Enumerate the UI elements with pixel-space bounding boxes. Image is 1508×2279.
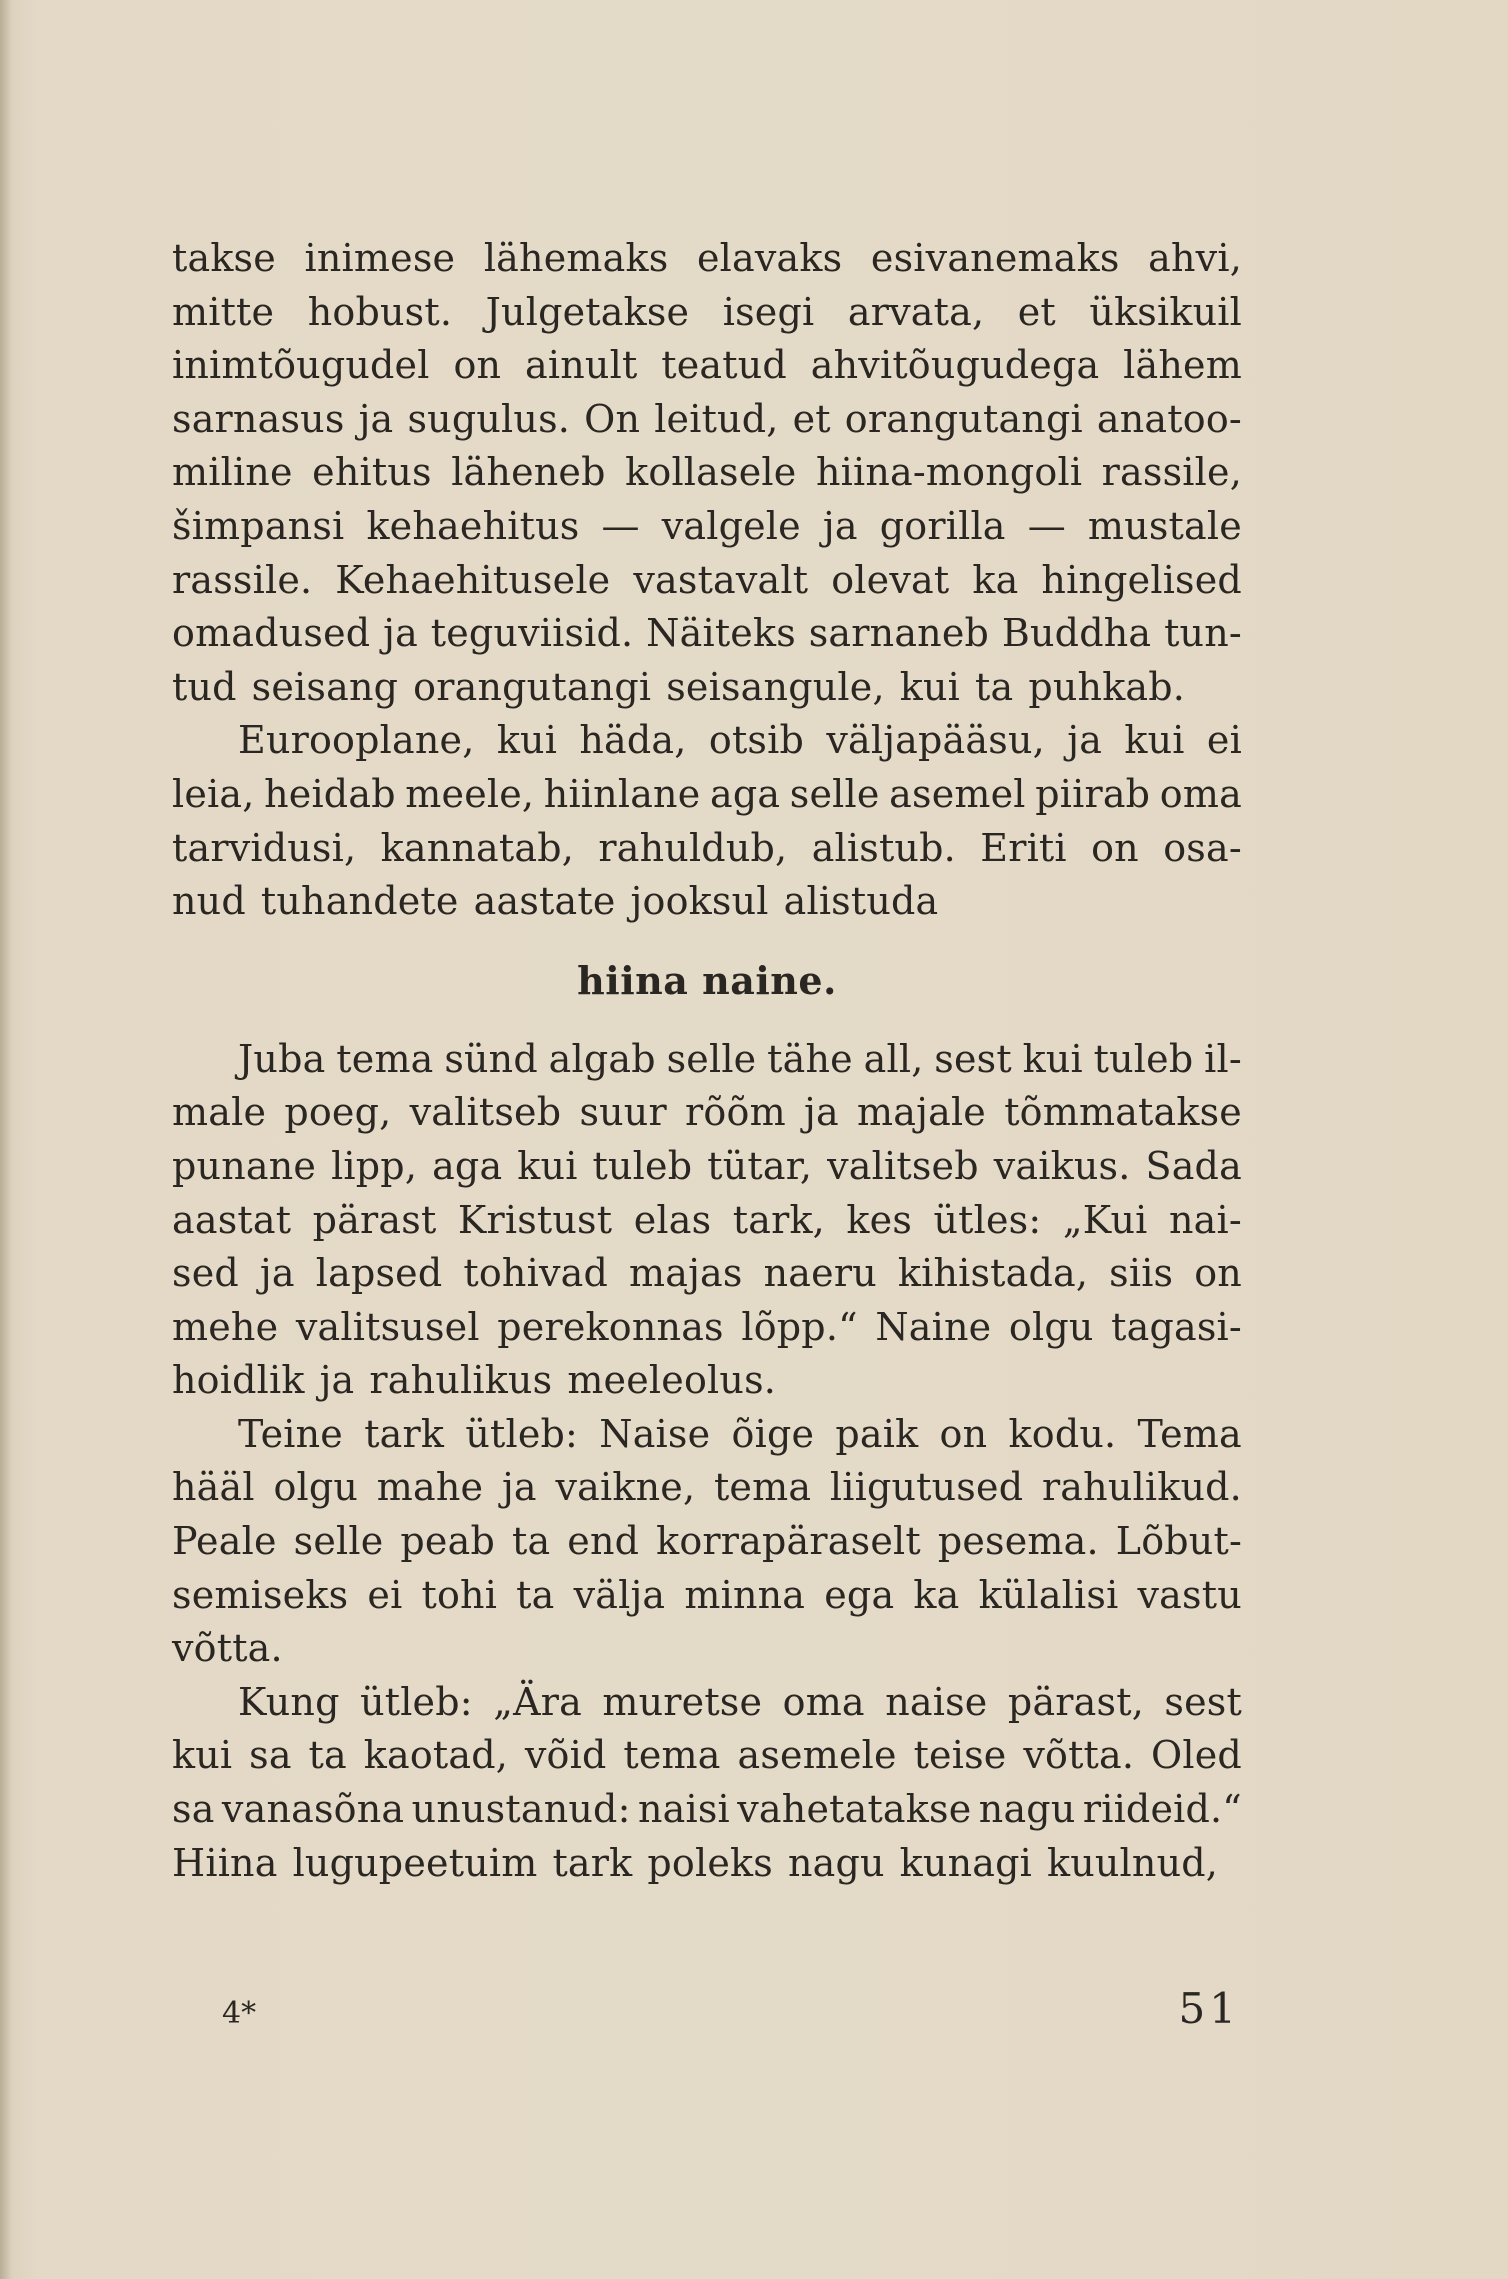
word: alistuda — [783, 879, 939, 924]
word: tark, — [732, 1197, 825, 1242]
word: valitseb — [409, 1090, 562, 1135]
word: rahulikud. — [1041, 1465, 1242, 1510]
word: majas — [628, 1251, 743, 1296]
word: nagu — [978, 1787, 1076, 1832]
word: esivanemaks — [870, 236, 1120, 280]
paragraph — [172, 1033, 1242, 1408]
text-line — [172, 661, 1242, 715]
word: meele, — [405, 771, 535, 816]
word: üksikuil — [1089, 289, 1242, 334]
text-line — [172, 1408, 1242, 1462]
word: heidab — [264, 771, 396, 816]
text-line — [172, 1247, 1242, 1301]
word: ahvi, — [1148, 236, 1242, 280]
word: tuhandete — [260, 879, 459, 924]
word: vastu — [1137, 1572, 1242, 1617]
word: rassile. — [172, 557, 313, 602]
word: tarvidusi, — [172, 825, 357, 870]
word: tud — [172, 664, 237, 709]
word: ahvitõugudega — [810, 343, 1100, 388]
word: tohi — [421, 1572, 498, 1617]
word: Naine — [875, 1304, 992, 1349]
word: vaikus. — [993, 1143, 1131, 1188]
word: ta — [975, 664, 1014, 709]
word: tagasi- — [1111, 1304, 1242, 1349]
word: ja — [501, 1465, 537, 1510]
word: kui — [172, 1733, 233, 1778]
word: nai- — [1168, 1197, 1242, 1242]
word: sa — [249, 1733, 292, 1778]
word: Peale — [172, 1519, 277, 1564]
word: ainult — [525, 343, 638, 388]
word: puhkab. — [1028, 664, 1186, 709]
word: rahuldub, — [598, 825, 788, 870]
word: „Kui — [1062, 1197, 1148, 1242]
text-line — [172, 1301, 1242, 1355]
word: arvata, — [847, 289, 985, 334]
text-line — [172, 1461, 1242, 1515]
text-line — [172, 768, 1242, 822]
word: il- — [1204, 1036, 1242, 1081]
word: sed — [172, 1251, 239, 1296]
word: oma — [782, 1679, 865, 1724]
word: kihistada, — [897, 1251, 1089, 1296]
word: hoidlik — [172, 1358, 305, 1403]
word: On — [584, 396, 641, 441]
word: all, — [863, 1036, 924, 1081]
word: välja — [573, 1572, 666, 1617]
word: külalisi — [978, 1572, 1119, 1617]
word: punane — [172, 1143, 317, 1188]
text-line — [172, 1194, 1242, 1248]
word: sest — [1164, 1679, 1242, 1724]
word: kannatab, — [380, 825, 575, 870]
word: paik — [835, 1411, 919, 1456]
word: naise — [885, 1679, 988, 1724]
word: sünd — [444, 1036, 538, 1081]
word: vahetatakse — [737, 1787, 972, 1832]
text-line — [172, 875, 1242, 929]
word: teatud — [661, 343, 787, 388]
word: selle — [666, 1036, 757, 1081]
text-line — [172, 446, 1242, 500]
word: lõpp.“ — [741, 1304, 858, 1349]
word: omadused — [172, 611, 371, 656]
word: oma — [1159, 771, 1242, 816]
word: kui — [517, 1143, 578, 1188]
word: häda, — [579, 718, 687, 763]
word: tun- — [1164, 611, 1242, 656]
word: olgu — [273, 1465, 359, 1510]
word: gorilla — [879, 503, 1006, 548]
text-line — [172, 1622, 1242, 1676]
word: tütar, — [707, 1143, 813, 1188]
word: hingelised — [1041, 557, 1242, 602]
word: hiina-mongoli — [815, 450, 1083, 495]
word: meeleolus. — [567, 1358, 777, 1403]
word: ka — [972, 557, 1019, 602]
word: hiinlane — [543, 771, 701, 816]
word: algab — [548, 1036, 656, 1081]
word: orangutangi — [844, 396, 1083, 441]
word: unustanud: — [411, 1787, 631, 1832]
word: sarnasus — [172, 396, 345, 441]
word: tark — [364, 1411, 445, 1456]
text-line — [172, 1354, 1242, 1408]
word: tark — [552, 1840, 633, 1885]
word: seisangule, — [666, 664, 885, 709]
word: rassile, — [1101, 450, 1242, 495]
word: Teine — [238, 1411, 343, 1456]
word: Kristust — [457, 1197, 613, 1242]
word: ka — [913, 1572, 960, 1617]
text-line — [172, 1783, 1242, 1837]
word: Juba — [238, 1036, 326, 1081]
word: olevat — [831, 557, 950, 602]
word: valitseb — [827, 1143, 979, 1188]
word: võid — [524, 1733, 607, 1778]
paragraph — [172, 232, 1242, 714]
word: tema — [336, 1036, 434, 1081]
text-line — [172, 554, 1242, 608]
text-line — [172, 1569, 1242, 1623]
word: liigutused — [829, 1465, 1024, 1510]
word: sugulus. — [407, 396, 571, 441]
text-line — [172, 1837, 1242, 1891]
word: asemele — [737, 1733, 897, 1778]
word: male — [172, 1090, 267, 1135]
word: poleks — [647, 1840, 773, 1885]
word: kodu. — [1008, 1411, 1117, 1456]
word: sest — [934, 1036, 1012, 1081]
text-line — [172, 1033, 1242, 1087]
word: tähe — [767, 1036, 853, 1081]
word: võtta. — [172, 1626, 283, 1671]
word: poeg, — [284, 1090, 392, 1135]
word: majale — [857, 1090, 986, 1135]
word: ta — [511, 1519, 551, 1564]
word: semiseks — [172, 1572, 349, 1617]
word: ega — [824, 1572, 895, 1617]
word: on — [453, 343, 502, 388]
word: tuleb — [1093, 1036, 1194, 1081]
word: seisang — [251, 664, 399, 709]
paragraph — [172, 1676, 1242, 1890]
word: tõmmatakse — [1004, 1090, 1242, 1135]
body-text — [172, 232, 1242, 1890]
word: anatoo- — [1096, 396, 1242, 441]
text-line — [172, 822, 1242, 876]
word: ei — [1206, 718, 1242, 763]
word: valitsusel — [295, 1304, 480, 1349]
text-line — [172, 607, 1242, 661]
word: kunagi — [899, 1840, 1032, 1885]
word: ja — [319, 1358, 355, 1403]
word: ta — [516, 1572, 555, 1617]
word: riideid.“ — [1082, 1787, 1242, 1832]
word: pärast — [312, 1197, 437, 1242]
word: mustale — [1087, 503, 1242, 548]
word: leia, — [172, 771, 255, 816]
word: Kung — [238, 1679, 340, 1724]
word: sarnaneb — [808, 611, 990, 656]
word: tema — [713, 1465, 812, 1510]
word: selle — [293, 1519, 384, 1564]
word: hobust. — [307, 289, 453, 334]
word: nud — [172, 879, 246, 924]
word: et — [1017, 289, 1056, 334]
word: naisi — [637, 1787, 730, 1832]
word: valgele — [661, 503, 801, 548]
text-line — [172, 1140, 1242, 1194]
word: isegi — [722, 289, 815, 334]
word: teise — [913, 1733, 1007, 1778]
word: kui — [899, 664, 960, 709]
text-line — [172, 1729, 1242, 1783]
word: tohivad — [463, 1251, 608, 1296]
text-line — [172, 1515, 1242, 1569]
paragraph — [172, 714, 1242, 928]
word: kui — [1124, 718, 1185, 763]
word: õige — [731, 1411, 815, 1456]
text-line — [172, 1086, 1242, 1140]
word: vanasõna — [221, 1787, 405, 1832]
page-gutter-edge — [0, 0, 10, 2279]
word: hääl — [172, 1465, 255, 1510]
word: lugupeetuim — [292, 1840, 538, 1885]
word: läheneb — [451, 450, 606, 495]
word: ütleb: — [360, 1679, 473, 1724]
page-footer — [222, 1984, 1240, 2033]
word: ütleb: — [465, 1411, 579, 1456]
word: ehitus — [312, 450, 432, 495]
word: osa- — [1163, 825, 1242, 870]
word: leitud, — [654, 396, 779, 441]
word: rõõm — [685, 1090, 786, 1135]
word: asemel — [889, 771, 1026, 816]
word: orangutangi — [413, 664, 652, 709]
word: on — [939, 1411, 988, 1456]
text-line — [172, 339, 1242, 393]
text-line — [172, 500, 1242, 554]
section-heading: hiina naine. — [577, 958, 837, 1004]
word: pärast, — [1007, 1679, 1144, 1724]
word: ja — [822, 503, 858, 548]
word: Lõbut- — [1115, 1519, 1242, 1564]
word: on — [1091, 825, 1139, 870]
word: ja — [383, 611, 418, 656]
word: kui — [1022, 1036, 1083, 1081]
word: elas — [633, 1197, 712, 1242]
word: alistub. — [811, 825, 956, 870]
word: piirab — [1035, 771, 1151, 816]
word: lipp, — [331, 1143, 418, 1188]
word: väljapääsu, — [826, 718, 1045, 763]
word: mehe — [172, 1304, 279, 1349]
word: pesema. — [937, 1519, 1099, 1564]
word: ja — [259, 1251, 295, 1296]
word: Näiteks — [646, 611, 796, 656]
word: — — [601, 503, 640, 548]
word: aga — [709, 771, 781, 816]
word: miline — [172, 450, 293, 495]
word: ja — [1067, 718, 1103, 763]
word: lähem — [1123, 343, 1242, 388]
word: jooksul — [630, 879, 769, 924]
word: ja — [358, 396, 394, 441]
word: ta — [308, 1733, 347, 1778]
word: mitte — [172, 289, 275, 334]
word: kehaehitus — [366, 503, 580, 548]
word: muretse — [602, 1679, 763, 1724]
word: kaotad, — [363, 1733, 509, 1778]
word: Sada — [1145, 1143, 1242, 1188]
paragraph — [172, 1408, 1242, 1676]
text-line — [172, 714, 1242, 768]
word: siis — [1109, 1251, 1174, 1296]
word: sa — [172, 1787, 215, 1832]
word: tuleb — [592, 1143, 693, 1188]
word: kuulnud, — [1046, 1840, 1219, 1885]
word: Eriti — [980, 825, 1067, 870]
word: perekonnas — [497, 1304, 724, 1349]
word: aga — [432, 1143, 503, 1188]
word: ei — [367, 1572, 403, 1617]
word: kes — [846, 1197, 913, 1242]
page-number: 51 — [1178, 1984, 1240, 2033]
word: vaikne, — [555, 1465, 696, 1510]
word: ja — [804, 1090, 839, 1135]
word: Oled — [1151, 1733, 1242, 1778]
text-line — [172, 1676, 1242, 1730]
word: selle — [789, 771, 880, 816]
word: end — [567, 1519, 640, 1564]
text-line — [172, 232, 1242, 286]
word: olgu — [1008, 1304, 1094, 1349]
word: minna — [684, 1572, 806, 1617]
word: kollasele — [625, 450, 797, 495]
printer-signature-mark: 4* — [222, 1996, 257, 2031]
word: on — [1194, 1251, 1242, 1296]
text-line — [172, 393, 1242, 447]
word: Julgetakse — [485, 289, 690, 334]
word: Hiina — [172, 1840, 278, 1885]
word: šimpansi — [172, 503, 345, 548]
word: rahulikus — [369, 1358, 553, 1403]
word: otsib — [708, 718, 805, 763]
word: lapsed — [315, 1251, 443, 1296]
word: Naise — [599, 1411, 711, 1456]
word: kui — [496, 718, 558, 763]
word: et — [792, 396, 831, 441]
word: inimese — [304, 236, 456, 280]
word: ütles: — [933, 1197, 1042, 1242]
word: tema — [623, 1733, 721, 1778]
word: aastate — [473, 879, 616, 924]
word: teguviisid. — [430, 611, 634, 656]
word: Tema — [1137, 1411, 1242, 1456]
word: Eurooplane, — [238, 718, 475, 763]
word: Kehaehitusele — [335, 557, 611, 602]
word: aastat — [172, 1197, 292, 1242]
word: lähemaks — [483, 236, 669, 280]
word: peab — [400, 1519, 495, 1564]
word: Buddha — [1001, 611, 1152, 656]
word: inimtõugudel — [172, 343, 430, 388]
word: mahe — [376, 1465, 484, 1510]
word: nagu — [787, 1840, 885, 1885]
text-line — [172, 286, 1242, 340]
word: võtta. — [1023, 1733, 1135, 1778]
word: — — [1027, 503, 1066, 548]
word: suur — [579, 1090, 667, 1135]
word: takse — [172, 236, 276, 280]
word: korrapäraselt — [656, 1519, 921, 1564]
word: naeru — [763, 1251, 877, 1296]
word: vastavalt — [633, 557, 809, 602]
word: elavaks — [696, 236, 843, 280]
word: „Ära — [493, 1679, 582, 1724]
